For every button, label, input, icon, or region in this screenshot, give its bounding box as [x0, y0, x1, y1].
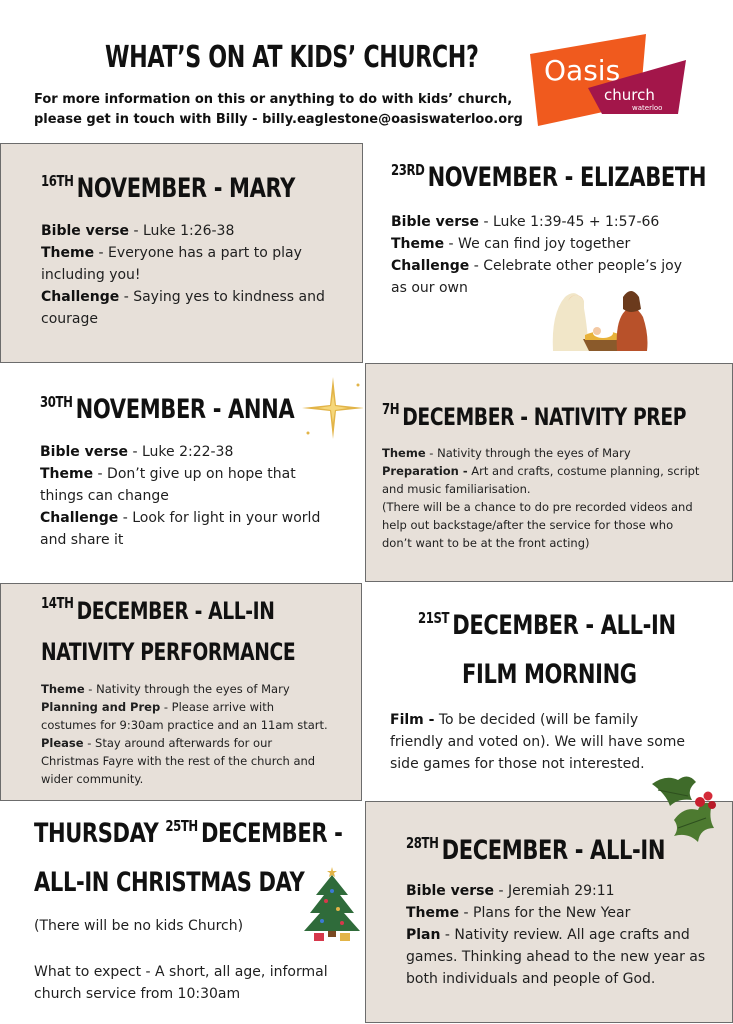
christmas-tree-icon	[302, 865, 362, 943]
event-title: $^{28TH}$ DECEMBER - ALL-IN	[406, 834, 666, 866]
event-title: $^{21ST}$ DECEMBER - ALL-IN	[418, 609, 676, 641]
event-details: What to expect - A short, all age, informal church service from 10:30am	[34, 964, 328, 1002]
event-title: $^{16TH}$ NOVEMBER - MARY	[41, 172, 296, 204]
logo-word-oasis: Oasis	[544, 54, 621, 87]
event-card-16-nov	[0, 143, 363, 363]
event-card-30-nov	[0, 363, 363, 583]
event-details: Bible verse - Luke 2:22-38 Theme - Don’t give up on hope that things can change Challenge - Look for light in your world and share it	[40, 444, 321, 548]
contact-line-2: please get in touch with Billy - billy.eaglestone@oasiswaterloo.org	[34, 112, 523, 127]
event-title: $^{30TH}$ NOVEMBER - ANNA	[40, 393, 295, 425]
logo-word-waterloo: waterloo	[632, 104, 663, 112]
holly-icon	[648, 770, 728, 870]
contact-info	[34, 90, 523, 130]
event-note: (There will be no kids Church)	[34, 918, 244, 934]
event-card-7-dec	[365, 363, 733, 582]
event-details: Theme - Nativity through the eyes of Mary Planning and Prep - Please arrive with costumes for 9:30am practice and an 11am start. Please - Stay around afterwards for our Christmas Fayre with the rest of the church and wider community.	[41, 682, 328, 786]
event-card-21-dec	[362, 583, 733, 801]
event-title-line-2: FILM MORNING	[462, 659, 637, 690]
event-details: Bible verse - Jeremiah 29:11 Theme - Plans for the New Year Plan - Nativity review. All age crafts and games. Thinking ahead to the new year as both individuals and people of God.	[406, 883, 706, 987]
nativity-illustration	[543, 283, 653, 353]
contact-line-1: For more information on this or anything to do with kids’ church,	[34, 92, 513, 107]
gold-star-icon	[300, 375, 363, 441]
event-title: $^{14TH}$ DECEMBER - ALL-IN	[41, 594, 275, 625]
event-details: Bible verse - Luke 1:39-45 + 1:57-66 Theme - We can find joy together Challenge - Celebrate other people’s joy as our own	[391, 214, 683, 296]
event-title: $^{23RD}$ NOVEMBER - ELIZABETH	[391, 161, 707, 193]
event-title: THURSDAY $^{25TH}$ DECEMBER -	[34, 817, 343, 849]
event-card-14-dec	[0, 583, 362, 801]
event-title-line-2: ALL-IN CHRISTMAS DAY	[34, 867, 305, 898]
event-details: Theme - Nativity through the eyes of Mary Preparation - Art and crafts, costume planning, script and music familiarisation. (There will be a chance to do pre recorded videos and help out backstage/after the service for those who don’t want to be at the front acting)	[382, 446, 700, 550]
logo-word-church: church	[604, 86, 655, 104]
event-card-25-dec	[0, 801, 365, 1024]
event-card-23-nov	[363, 143, 733, 363]
event-details: Film - To be decided (will be family friendly and voted on). We will have some side games for those not interested.	[390, 712, 686, 772]
event-title-line-2: NATIVITY PERFORMANCE	[41, 638, 296, 666]
event-title: $^{7H}$ DECEMBER - NATIVITY PREP	[382, 400, 687, 431]
event-details: Bible verse - Luke 1:26-38 Theme - Everyone has a part to play including you! Challenge - Saying yes to kindness and courage	[41, 223, 325, 327]
oasis-church-logo	[528, 30, 688, 130]
page-title: WHAT’S ON AT KIDS’ CHURCH?	[105, 40, 479, 75]
